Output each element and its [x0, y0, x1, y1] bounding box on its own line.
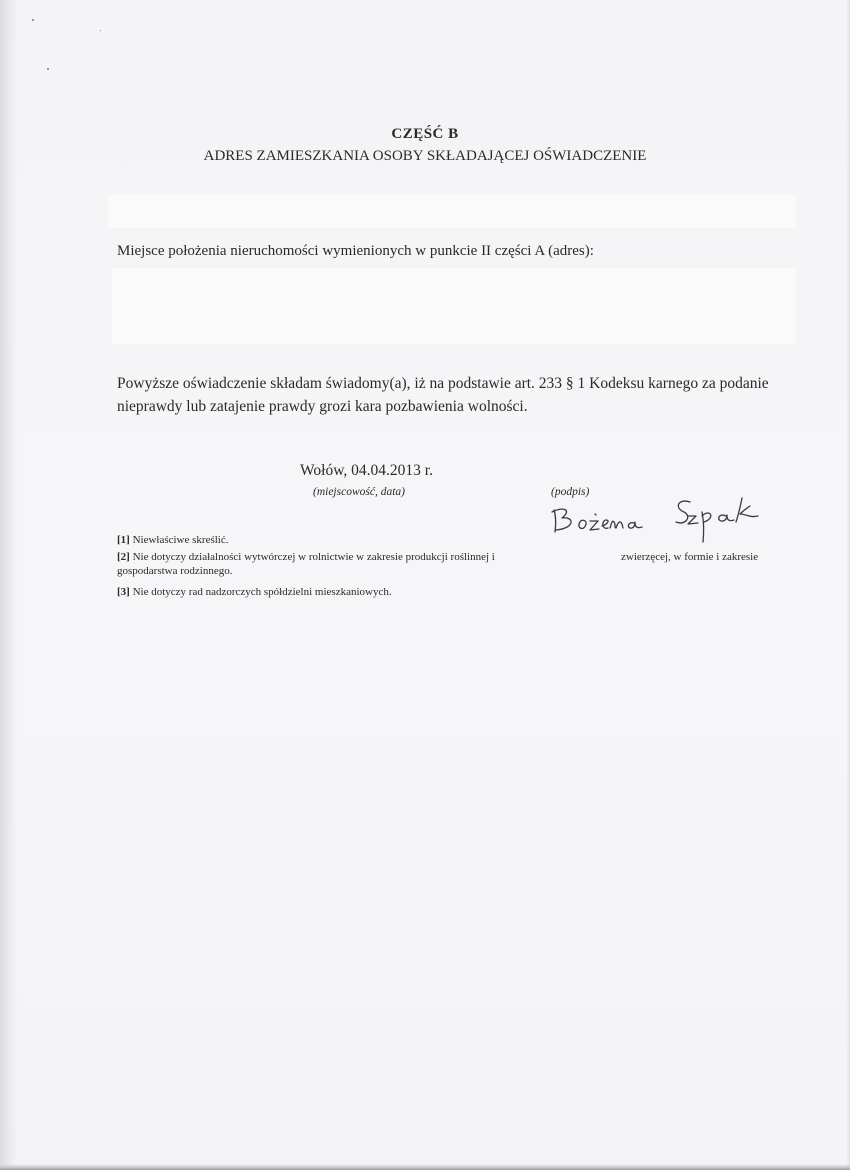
footnote-2 [117, 550, 495, 564]
signature-caption: (podpis) [551, 486, 590, 498]
footnote-text: Nie dotyczy działalności wytwórczej w rolnictwie w zakresie produkcji roślinnej i [129, 551, 495, 563]
scan-right-edge [846, 0, 850, 1170]
footnote-marker: [2] [117, 551, 130, 563]
scan-speck [47, 68, 49, 70]
footnote-marker: [3] [117, 586, 130, 598]
scan-bottom-edge [0, 1164, 850, 1170]
footnote-1 [117, 533, 229, 547]
footnote-3 [117, 585, 392, 599]
scan-speck [100, 30, 101, 31]
section-title: CZĘŚĆ B [391, 126, 459, 142]
handwritten-signature [546, 488, 786, 546]
footnote-text: Nie dotyczy rad nadzorczych spółdzielni mieszkaniowych. [129, 586, 392, 598]
place-date-caption: (miejscowość, data) [313, 486, 405, 498]
section-subtitle: ADRES ZAMIESZKANIA OSOBY SKŁADAJĄCEJ OŚWIADCZENIE [203, 148, 647, 164]
footnote-2-continued: zwierzęcej, w formie i zakresie [621, 551, 759, 563]
declaration-statement: Powyższe oświadczenie składam świadomy(a), iż na podstawie art. 233 § 1 Kodeksu karnego za podanie nieprawdy lub zatajenie prawdy grozi kara pozbawienia wolności. [117, 375, 769, 415]
scan-left-edge [0, 0, 18, 1170]
property-location-label: Miejsce położenia nieruchomości wymienionych w punkcie II części A (adres): [117, 243, 594, 259]
scan-speck [32, 19, 34, 21]
footnote-2-continued: gospodarstwa rodzinnego. [117, 565, 233, 577]
footnote-marker: [1] [117, 534, 130, 546]
redacted-area [112, 268, 796, 344]
redacted-area [108, 194, 796, 228]
footnote-text: Niewłaściwe skreślić. [129, 534, 229, 546]
place-date: Wołów, 04.04.2013 r. [300, 462, 433, 479]
